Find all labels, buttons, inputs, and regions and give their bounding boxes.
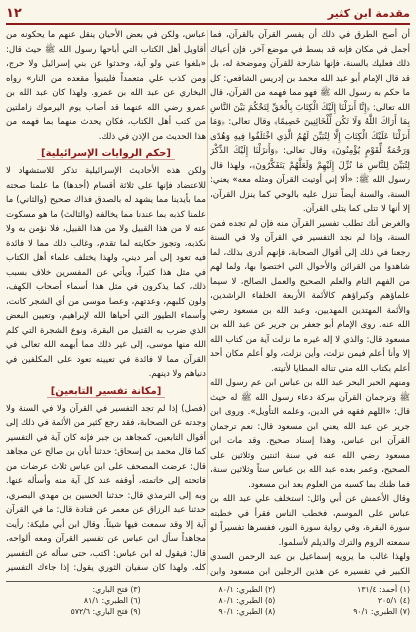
- footnote: (٩) فتح الباري: ٥٧٢/٦: [70, 607, 141, 616]
- paragraph: ومنهم الحبر البحر عبد الله بن عباس ابن عم رسول الله ﷺ وترجمان القرآن ببركة دعاء رسول الله ﷺ له حيث قال: «اللهم فقهه في الدين، وعلمه التأويل». وروى ابن جرير عن عبد الله يعني ابن مسعود قال: نعم ترجمان القرآن ابن عباس، وهذا إسناد صحيح. وقد مات ابن مسعود رضي الله عنه في سنة اثنتين وثلاثين على الصحيح، وعمر بعده عبد الله بن عباس ستاً وثلاثين سنة، فما ظنك بما كسبه من العلوم بعد ابن مسعود.: [210, 378, 410, 490]
- footnote: (٧) الطبري: ٩٠/١: [353, 607, 410, 616]
- running-header: [6, 4, 410, 22]
- footnote-line: [6, 606, 410, 617]
- footnote: (٢) الطبري: ٨٠/١: [218, 585, 276, 594]
- footnote: (٦) الطبري: ٨١/١: [83, 596, 141, 605]
- section-heading-text: [مكانة تفسير التابعين]: [47, 386, 166, 398]
- paragraph: (فصل) إذا لم تجد التفسير في القرآن ولا في السنة ولا وجدته عن الصحابة، فقد رجع كثير من الأئمة في ذلك إلى أقوال التابعين، كمجاهد بن جبر فإنه كان آية في التفسير كما قال محمد بن إسحاق: حدثنا أبان بن صالح عن مجاهد قال: عرضت المصحف على ابن عباس ثلاث عرضات من فاتحته إلى خاتمته، أوقفه عند كل آية منه وأسأله عنها. وبه إلى الترمذي قال: حدثنا الحسين بن مهدي البصري، حدثنا عبد الرزاق عن معمر عن قتادة قال: ما في القرآن آية إلا وقد سمعت فيها شيئاً. وقال ابن أبي مليكة: رأيت مجاهداً سأل ابن عباس عن تفسير القرآن ومعه ألواحه، قال: فيقول له ابن عباس: اكتب، حتى سأله عن التفسير كله. ولهذا كان سفيان الثوري يقول: إذا جاءك التفسير: [6, 403, 206, 573]
- section-heading: [6, 146, 206, 162]
- paragraph: عباس، ولكن في بعض الأحيان ينقل عنهم ما يحكونه من أقاويل أهل الكتاب التي أباحها رسول الله ﷺ حيث قال: «بلغوا عني ولو آية، وحدثوا عن بني إسرائيل ولا حرج، ومن كذب علي متعمداً فليتبوأ مقعده من النار» رواه البخاري عن عبد الله بن عمرو. ولهذا كان عبد الله بن عمرو رضي الله عنهما قد أصاب يوم اليرموك زاملتين من كتب أهل الكتاب، فكان يحدث منهما بما فهمه من هذا الحديث من الإذن في ذلك.: [6, 30, 206, 142]
- footnote: (١) أحمد: ١٣١/٤: [357, 585, 410, 594]
- footnote: (٣) فتح الباري:: [92, 585, 141, 594]
- column-separator: [207, 30, 208, 575]
- footnotes: [6, 584, 410, 628]
- footnote-line: [6, 584, 410, 595]
- footnote: (٤) ٢٠٥/١: [377, 596, 410, 605]
- section-heading-text: [حكم الروايات الإسرائيلية]: [37, 148, 175, 160]
- footnote: (٥) الطبري: ٨٠/١: [218, 596, 276, 605]
- footnote: (٨) الطبري: ٩٠/١: [218, 607, 276, 616]
- paragraph: أن أصح الطرق في ذلك أن يفسر القرآن بالقرآن، فما أجمل في مكان فإنه قد بسط في موضع آخر، فإن أعياك ذلك فعليك بالسنة، فإنها شارحة للقرآن وموضحة له، بل قد قال الإمام أبو عبد الله محمد بن إدريس الشافعي: كل ما حكم به رسول الله ﷺ فهو مما فهمه من القرآن، قال الله تعالى: ﴿إِنَّا أَنزَلْنَا إِلَيْكَ الْكِتَابَ بِالْحَقِّ لِتَحْكُمَ بَيْنَ النَّاسِ بِمَا أَرَاكَ اللَّهُ وَلَا تَكُن لِّلْخَائِنِينَ خَصِيمًا﴾ وقال تعالى: ﴿وَمَا أَنزَلْنَا عَلَيْكَ الْكِتَابَ إِلَّا لِتُبَيِّنَ لَهُمُ الَّذِي اخْتَلَفُوا فِيهِ وَهُدًى وَرَحْمَةً لِّقَوْمٍ يُؤْمِنُونَ﴾ وقال تعالى: ﴿وَأَنزَلْنَا إِلَيْكَ الذِّكْرَ لِتُبَيِّنَ لِلنَّاسِ مَا نُزِّلَ إِلَيْهِمْ وَلَعَلَّهُمْ يَتَفَكَّرُونَ﴾، ولهذا قال رسول الله ﷺ: «ألا إني أوتيت القرآن ومثله معه» يعني: السنة، والسنة أيضاً تنزل عليه بالوحي كما ينزل القرآن، إلا أنها لا تتلى كما يتلى القرآن.: [210, 30, 410, 214]
- left-column: [6, 28, 206, 578]
- running-title: مقدمة ابن كثير: [327, 6, 410, 20]
- paragraph: وقال الأعمش عن أبي وائل: استخلف علي عبد الله بن عباس على الموسم، فخطب الناس فقرأ في خطبته سورة البقرة، وفي رواية سورة النور، ففسرها تفسيراً لو سمعته الروم والترك والديلم لأسلموا.: [210, 494, 410, 548]
- header-rule: [6, 23, 410, 25]
- paragraph: ولكن هذه الأحاديث الإسرائيلية تذكر للاستشهاد لا للاعتضاد فإنها على ثلاثة أقسام (أحدها) ما علمنا صحته مما بأيدينا مما يشهد له بالصدق فذاك صحيح (والثاني) ما علمنا كذبه بما عندنا مما يخالفه (والثالث) ما هو مسكوت عنه لا من هذا القبيل ولا من هذا القبيل، فلا نؤمن به ولا نكذبه، وتجوز حكايته لما تقدم، وغالب ذلك مما لا فائدة فيه تعود إلى أمر ديني، ولهذا يختلف علماء أهل الكتاب في مثل هذا كثيراً، ويأتي عن المفسرين خلاف بسبب ذلك، كما يذكرون في مثل هذا أسماء أصحاب الكهف، ولون كلبهم، وعدتهم، وعصا موسى من أي الشجر كانت، وأسماء الطيور التي أحياها الله لإبراهيم، وتعيين البعض الذي ضرب به القتيل من البقرة، ونوع الشجرة التي كلم الله منها موسى، إلى غير ذلك مما أبهمه الله تعالى في القرآن مما لا فائدة في تعيينه تعود على المكلفين في دنياهم ولا دينهم.: [6, 166, 206, 379]
- paragraph: ولهذا غالب ما يرويه إسماعيل بن عبد الرحمن السدي الكبير في تفسيره عن هذين الرجلين ابن مسعود وابن: [210, 552, 410, 577]
- page-number: ١٢: [6, 5, 22, 21]
- footnote-line: [6, 595, 410, 606]
- paragraph: والغرض أنك تطلب تفسير القرآن منه فإن لم تجده فمن السنة، وإذا لم نجد التفسير في القرآن ولا في السنة رجعنا في ذلك إلى أقوال الصحابة، فإنهم أدرى بذلك، لما شاهدوا من القرائن والأحوال التي اختصوا بها، ولما لهم من الفهم التام والعلم الصحيح والعمل الصالح، لا سيما علماؤهم وكبراؤهم كالأئمة الأربعة الخلفاء الراشدين، والأئمة المهتدين المهديين، وعبد الله بن مسعود رضي الله عنه. روى الإمام أبو جعفر بن جرير عن عبد الله بن مسعود قال: والذي لا إله غيره ما نزلت آية من كتاب الله إلا وأنا أعلم فيمن نزلت، وأين نزلت، ولو أعلم مكان أحد أعلم بكتاب الله مني تناله المطايا لأتيته.: [210, 218, 410, 374]
- footnote-rule: [6, 581, 410, 582]
- right-column: [210, 28, 410, 578]
- section-heading: [6, 384, 206, 400]
